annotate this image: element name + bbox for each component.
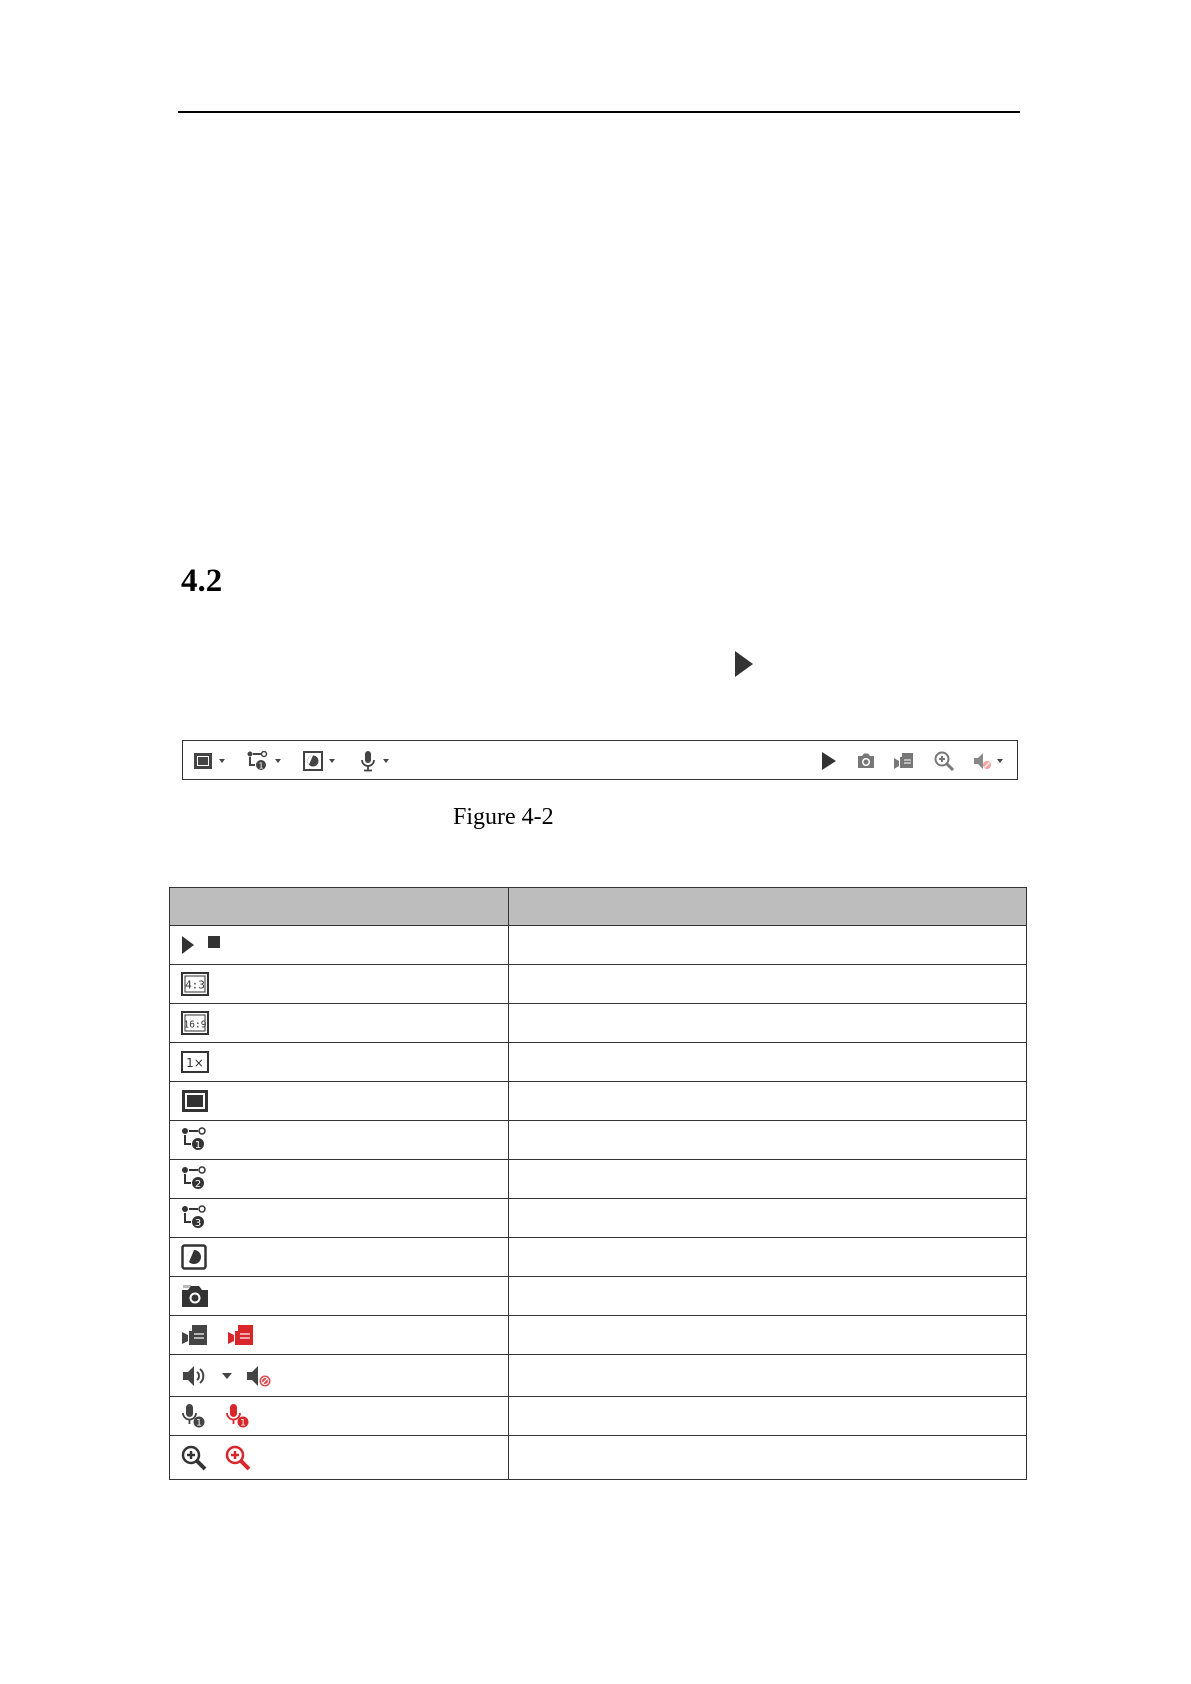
svg-text:1×: 1× <box>186 1056 204 1070</box>
volume-muted-icon <box>973 752 993 770</box>
svg-text:4:3: 4:3 <box>185 978 205 992</box>
sub-stream-icon <box>181 1166 207 1192</box>
table-row <box>170 1277 1027 1316</box>
chevron-down-icon <box>275 759 281 763</box>
row-description <box>509 1277 1027 1316</box>
table-row <box>170 1004 1027 1043</box>
digital-zoom-active-icon <box>225 1445 251 1471</box>
ratio-16-9-icon <box>181 1011 209 1035</box>
row-description <box>509 965 1027 1004</box>
play-icon <box>181 935 195 955</box>
row-description <box>509 1199 1027 1238</box>
third-stream-icon <box>181 1205 207 1231</box>
svg-text:16:9: 16:9 <box>183 1019 207 1031</box>
chevron-down-icon <box>219 759 225 763</box>
row-description <box>509 926 1027 965</box>
volume-muted-icon <box>245 1364 273 1388</box>
original-size-icon <box>181 1051 209 1073</box>
image-quality-button[interactable] <box>303 750 335 772</box>
table-row <box>170 1082 1027 1121</box>
play-icon <box>821 751 837 771</box>
svg-text:1: 1 <box>240 1418 246 1429</box>
stream-select-button[interactable] <box>247 750 281 772</box>
table-row <box>170 1160 1027 1199</box>
record-active-icon <box>227 1324 255 1346</box>
ratio-4-3-icon <box>181 972 209 996</box>
svg-text:1: 1 <box>194 1140 202 1151</box>
plugin-icon <box>181 1244 207 1270</box>
svg-text:1: 1 <box>196 1418 202 1429</box>
figure-caption: Figure 4-2 <box>453 804 554 830</box>
image-quality-icon <box>303 751 323 771</box>
digital-zoom-icon <box>181 1445 207 1471</box>
capture-button[interactable] <box>856 750 876 772</box>
live-view-toolbar <box>182 740 1018 780</box>
play-button[interactable] <box>821 750 837 772</box>
svg-text:1: 1 <box>258 761 264 771</box>
icon-description-table <box>169 887 1027 1480</box>
svg-text:2: 2 <box>194 1179 202 1190</box>
header-icon <box>170 888 509 926</box>
header-description <box>509 888 1027 926</box>
main-stream-icon <box>181 1127 207 1153</box>
row-description <box>509 1160 1027 1199</box>
record-button[interactable] <box>893 750 915 772</box>
record-icon <box>181 1324 209 1346</box>
chevron-down-icon <box>383 759 389 763</box>
row-description <box>509 1238 1027 1277</box>
chevron-down-icon <box>329 759 335 763</box>
table-row <box>170 926 1027 965</box>
row-description <box>509 1355 1027 1397</box>
capture-icon <box>856 752 876 770</box>
volume-icon <box>181 1364 209 1388</box>
row-description <box>509 1082 1027 1121</box>
stream-select-icon <box>247 751 269 771</box>
zoom-button[interactable] <box>934 750 954 772</box>
row-description <box>509 1043 1027 1082</box>
self-adaptive-icon <box>181 1089 209 1113</box>
table-row <box>170 1316 1027 1355</box>
table-row <box>170 965 1027 1004</box>
table-row <box>170 1238 1027 1277</box>
header-rule <box>178 111 1020 113</box>
volume-button[interactable] <box>973 750 1003 772</box>
row-description <box>509 1316 1027 1355</box>
table-row <box>170 1199 1027 1238</box>
window-ratio-button[interactable] <box>193 750 225 772</box>
table-row <box>170 1355 1027 1397</box>
play-icon <box>733 650 755 678</box>
chevron-down-icon <box>997 759 1003 763</box>
svg-text:3: 3 <box>194 1218 202 1229</box>
row-description <box>509 1121 1027 1160</box>
two-way-audio-icon <box>181 1403 207 1429</box>
chevron-down-icon <box>221 1371 233 1381</box>
table-row <box>170 1436 1027 1480</box>
section-number: 4.2 <box>181 563 223 599</box>
row-description <box>509 1436 1027 1480</box>
microphone-icon <box>359 750 377 772</box>
two-way-audio-active-icon <box>225 1403 251 1429</box>
record-icon <box>893 752 915 770</box>
stop-icon <box>207 935 221 949</box>
window-ratio-icon <box>193 752 213 770</box>
table-row <box>170 1397 1027 1436</box>
microphone-button[interactable] <box>359 750 389 772</box>
capture-icon <box>181 1284 209 1308</box>
table-row <box>170 1121 1027 1160</box>
row-description <box>509 1004 1027 1043</box>
row-description <box>509 1397 1027 1436</box>
table-header-row <box>170 888 1027 926</box>
zoom-icon <box>934 751 954 771</box>
table-row <box>170 1043 1027 1082</box>
